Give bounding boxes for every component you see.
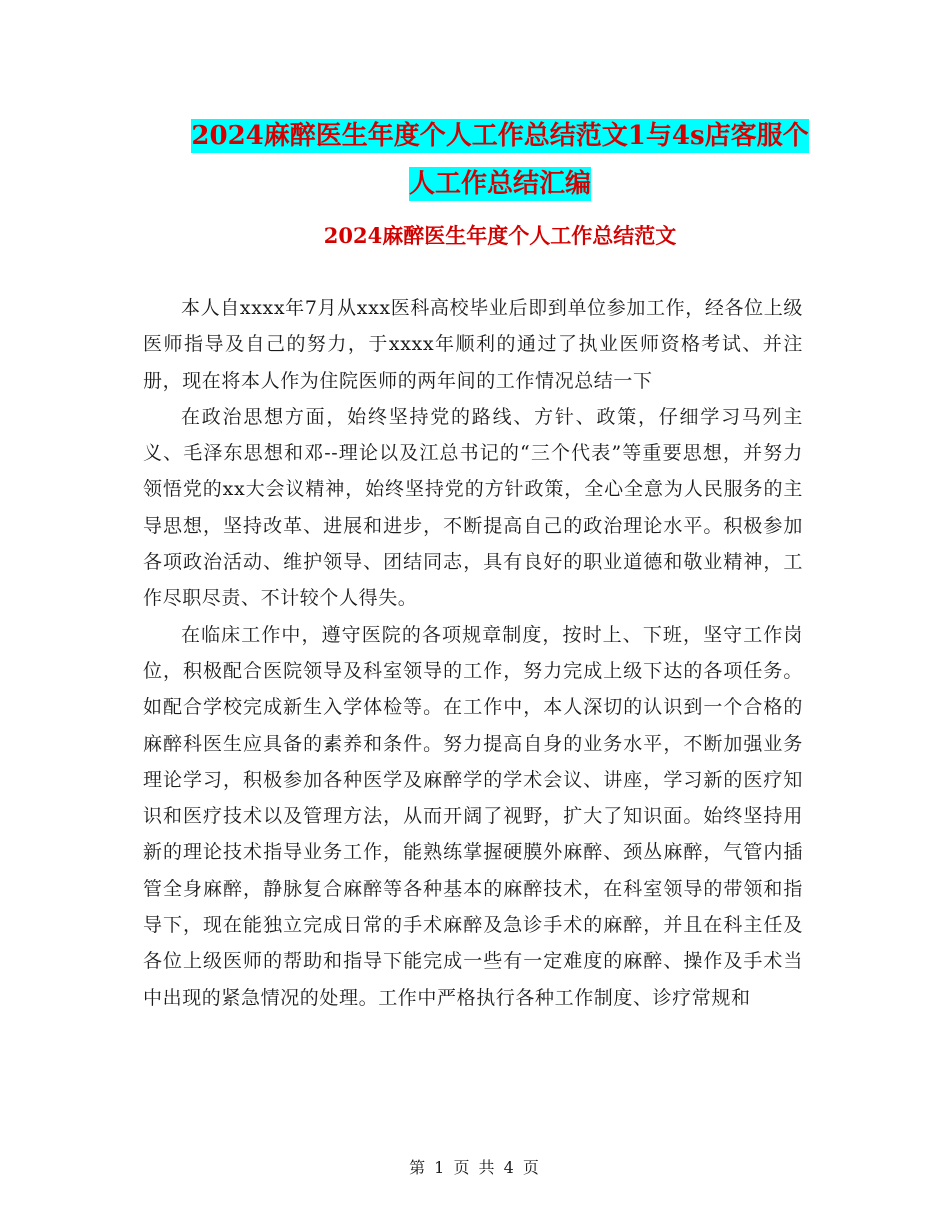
paragraph: 在临床工作中，遵守医院的各项规章制度，按时上、下班，坚守工作岗位，积极配合医院领导及科室领导的工作，努力完成上级下达的各项任务。如配合学校完成新生入学体检等。在工作中，本人深切的认识到一个合格的麻醉科医生应具备的素养和条件。努力提高自身的业务水平，不断加强业务理论学习，积极参加各种医学及麻醉学的学术会议、讲座，学习新的医疗知识和医疗技术以及管理方法，从而开阔了视野，扩大了知识面。始终坚持用新的理论技术指导业务工作，能熟练掌握硬膜外麻醉、颈丛麻醉，气管内插管全身麻醉，静脉复合麻醉等各种基本的麻醉技术，在科室领导的带领和指导下，现在能独立完成日常的手术麻醉及急诊手术的麻醉，并且在科主任及各位上级医师的帮助和指导下能完成一些有一定难度的麻醉、操作及手术当中出现的紧急情况的处理。工作中严格执行各种工作制度、诊疗常规和 xyxy=(143,623,803,1009)
section-title: 2024麻醉医生年度个人工作总结范文 xyxy=(323,223,677,248)
document-body xyxy=(143,290,803,1016)
document-title xyxy=(140,112,860,208)
document-title-line2: 人工作总结汇编 xyxy=(408,169,591,199)
document-title-line1: 2024麻醉医生年度个人工作总结范文1与4s店客服个 xyxy=(191,121,809,151)
page-number-footer: 第 1 页 共 4 页 xyxy=(409,1158,541,1177)
paragraph: 在政治思想方面，始终坚持党的路线、方针、政策，仔细学习马列主义、毛泽东思想和邓--理论以及江总书记的“三个代表”等重要思想，并努力领悟党的xx大会议精神，始终坚持党的方针政策，全心全意为人民服务的主导思想，坚持改革、进展和进步，不断提高自己的政治理论水平。积极参加各项政治活动、维护领导、团结同志，具有良好的职业道德和敬业精神，工作尽职尽责、不计较个人得失。 xyxy=(143,405,803,610)
paragraph: 本人自xxxx年7月从xxx医科高校毕业后即到单位参加工作，经各位上级医师指导及自己的努力，于xxxx年顺利的通过了执业医师资格考试、并注册，现在将本人作为住院医师的两年间的工作情况总结一下 xyxy=(143,297,803,392)
